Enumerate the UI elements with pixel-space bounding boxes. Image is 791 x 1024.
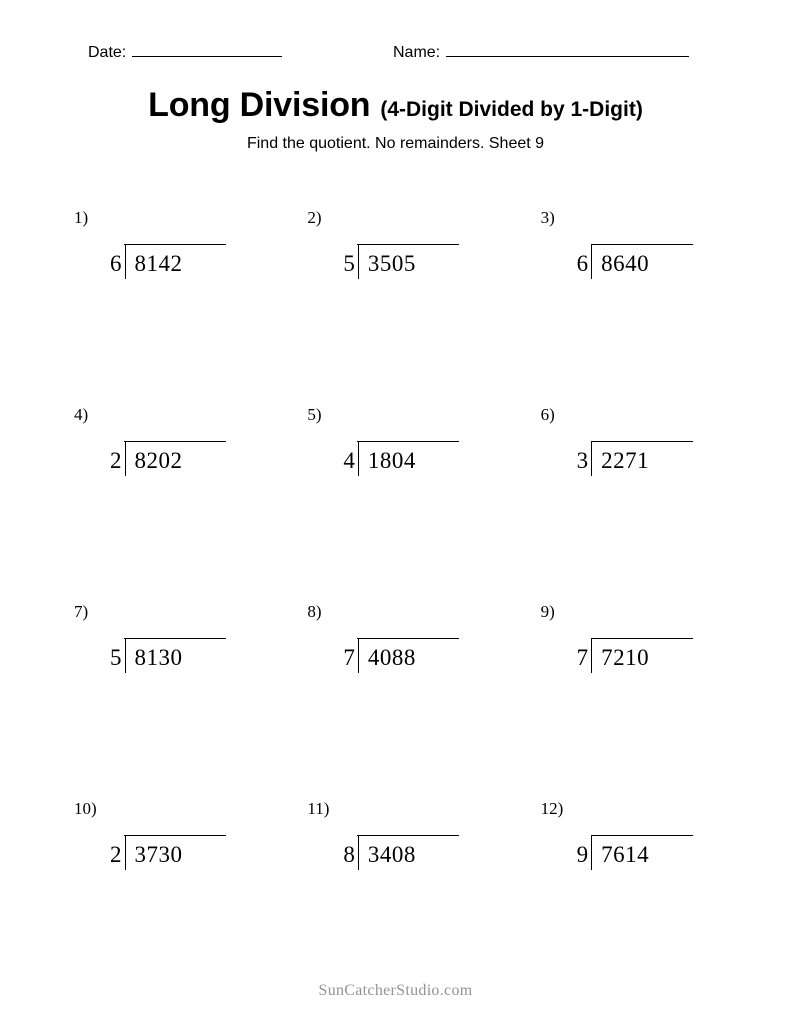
division-bracket: [358, 244, 416, 279]
footer-credit: SunCatcherStudio.com: [318, 982, 473, 999]
problem-number: 10): [74, 799, 97, 818]
dividend: 3408: [367, 842, 416, 867]
divisor: 2: [110, 448, 122, 473]
title-main: Long Division: [148, 86, 371, 124]
dividend: 7614: [601, 842, 650, 867]
dividend: 4088: [367, 645, 416, 670]
long-division-expression: [110, 441, 183, 476]
name-write-line[interactable]: [446, 44, 689, 57]
problem-number: 2): [307, 208, 322, 227]
problem-6: [527, 393, 760, 590]
problem-grid: [60, 196, 760, 984]
problem-number: 11): [307, 799, 330, 818]
date-label: Date:: [88, 44, 127, 61]
name-field[interactable]: [393, 44, 689, 62]
long-division-expression: [110, 244, 183, 279]
divisor: 4: [343, 448, 355, 473]
divisor: 7: [343, 645, 355, 670]
problem-12: [527, 787, 760, 984]
divisor: 2: [110, 842, 122, 867]
long-division-expression: [577, 441, 650, 476]
problem-row: [60, 590, 760, 787]
problem-9: [527, 590, 760, 787]
problem-number: 1): [74, 208, 89, 227]
long-division-expression: [343, 638, 416, 673]
divisor: 3: [576, 448, 589, 473]
problem-number: 5): [307, 405, 322, 424]
divisor: 9: [576, 842, 589, 867]
long-division-expression: [110, 835, 183, 870]
long-division-expression: [343, 441, 416, 476]
problem-11: [293, 787, 526, 984]
problem-3: [527, 196, 760, 393]
title-suffix: (4-Digit Divided by 1-Digit): [380, 98, 643, 121]
division-bracket: [591, 835, 649, 870]
problem-number: 7): [74, 602, 89, 621]
divisor: 6: [110, 251, 122, 276]
dividend: 8142: [134, 251, 183, 276]
date-write-line[interactable]: [132, 44, 282, 57]
problem-8: [293, 590, 526, 787]
long-division-expression: [343, 244, 416, 279]
header-fields: [0, 44, 791, 70]
page-title: [0, 86, 791, 125]
division-bracket: [358, 441, 416, 476]
problem-row: [60, 196, 760, 393]
division-bracket: [125, 244, 183, 279]
dividend: 3505: [367, 251, 416, 276]
division-bracket: [125, 638, 183, 673]
division-bracket: [591, 638, 649, 673]
division-bracket: [125, 441, 183, 476]
date-field[interactable]: [88, 44, 282, 62]
divisor: 6: [576, 251, 589, 276]
dividend: 1804: [367, 448, 416, 473]
long-division-expression: [577, 244, 650, 279]
divisor: 5: [343, 251, 355, 276]
dividend: 3730: [134, 842, 183, 867]
divisor: 7: [576, 645, 589, 670]
long-division-expression: [110, 638, 183, 673]
division-bracket: [358, 638, 416, 673]
dividend: 2271: [601, 448, 650, 473]
problem-5: [293, 393, 526, 590]
long-division-expression: [577, 638, 650, 673]
dividend: 8202: [134, 448, 183, 473]
dividend: 8130: [134, 645, 183, 670]
problem-10: [60, 787, 293, 984]
division-bracket: [125, 835, 183, 870]
division-bracket: [358, 835, 416, 870]
dividend: 8640: [601, 251, 650, 276]
problem-number: 12): [540, 799, 564, 818]
long-division-expression: [577, 835, 650, 870]
problem-number: 6): [540, 405, 555, 424]
problem-number: 3): [540, 208, 555, 227]
problem-row: [60, 787, 760, 984]
problem-4: [60, 393, 293, 590]
long-division-expression: [343, 835, 416, 870]
name-label: Name:: [393, 44, 441, 61]
division-bracket: [591, 441, 649, 476]
problem-1: [60, 196, 293, 393]
problem-number: 8): [307, 602, 322, 621]
divisor: 8: [343, 842, 355, 867]
dividend: 7210: [601, 645, 650, 670]
divisor: 5: [110, 645, 122, 670]
problem-row: [60, 393, 760, 590]
problem-7: [60, 590, 293, 787]
division-bracket: [591, 244, 649, 279]
title-block: [0, 86, 791, 153]
problem-2: [293, 196, 526, 393]
problem-number: 4): [74, 405, 89, 424]
page-subtitle: Find the quotient. No remainders. Sheet 9: [246, 135, 545, 152]
problem-number: 9): [540, 602, 555, 621]
